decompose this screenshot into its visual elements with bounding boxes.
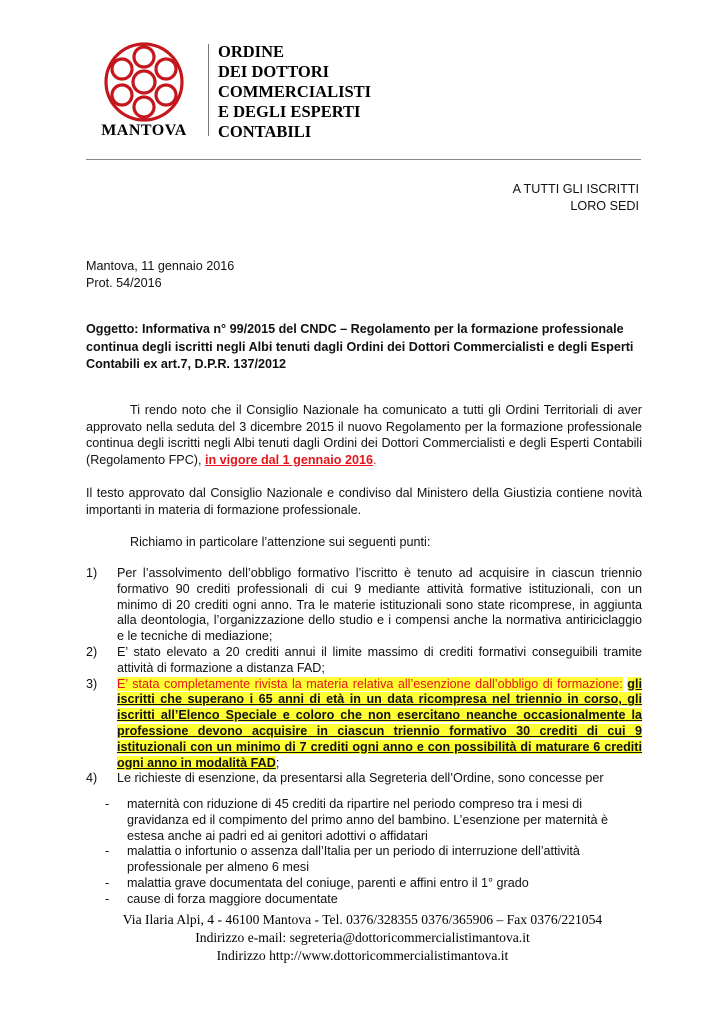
effective-date-highlight: in vigore dal 1 gennaio 2016	[204, 452, 373, 467]
list-item	[86, 771, 642, 787]
list-text: E’ stato elevato a 20 crediti annui il limite massimo di crediti formativi conseguibili tramite attività di formazione a distanza FAD;	[117, 644, 642, 675]
footer	[0, 911, 725, 965]
header-rule	[86, 159, 641, 160]
paragraph-attention: Richiamo in particolare l’attenzione sui seguenti punti:	[130, 535, 431, 549]
sublist-dash: -	[105, 797, 110, 811]
footer-email[interactable]: Indirizzo e-mail: segreteria@dottoricommercialistimantova.it	[195, 930, 530, 945]
org-name	[218, 42, 371, 142]
sublist-item	[105, 892, 642, 908]
list-number: 4)	[86, 771, 98, 786]
list-text: Per l’assolvimento dell’obbligo formativo l’iscritto è tenuto ad acquisire in ciascun triennio formativo 90 crediti professionali di cui 9 mediante attività formative istituzionali, con un minimo di 20 crediti ogni anno. Tra le materie istituzionali sono state ricomprese, in aggiunta alla deontologia, l’organizzazione dello studio e i compensi anche la normativa antiriciclaggio e le tecniche di mediazione;	[117, 566, 642, 644]
list-item	[86, 645, 642, 677]
org-line: E DEGLI ESPERTI	[218, 102, 361, 121]
list-item	[86, 566, 642, 645]
sublist-item	[105, 876, 642, 892]
list-text: Le richieste di esenzione, da presentarsi alla Segreteria dell’Ordine, sono concesse per	[117, 771, 604, 786]
exemption-intro: E’ stata completamente rivista la materia relativa all’esenzione dall’obbligo di formazione:	[117, 676, 623, 691]
logo	[94, 40, 194, 140]
paragraph-intro	[86, 402, 642, 468]
sublist-text: malattia grave documentata del coniuge, parenti e affini entro il 1° grado	[127, 875, 529, 890]
list-number: 1)	[86, 566, 98, 580]
exemption-highlight: gli iscritti che superano i 65 anni di età in un data ricompresa nel triennio in corso, gli iscritti all’Elenco Speciale e coloro che non esercitano neanche occasionalmente la professione devono acquisire in ciascun triennio formativo 30 crediti di cui 9 istituzionali con un minimo di 7 crediti ogni anno e con possibilità di maturare 6 crediti ogni anno in modalità FAD	[117, 676, 642, 770]
org-line: CONTABILI	[218, 122, 312, 141]
order-emblem-icon	[102, 40, 186, 124]
org-line: ORDINE	[218, 42, 285, 61]
recipients	[513, 181, 639, 215]
sublist-dash: -	[105, 844, 110, 859]
sublist-text: maternità con riduzione di 45 crediti da ripartire nel periodo compreso tra i mesi di gravidanza ed il compimento del primo anno del bambino. L’esenzione per maternità è estesa anche ai padri ed ai genitori adottivi o affidatari	[127, 797, 608, 843]
list-number: 2)	[86, 644, 98, 659]
protocol-number: Prot. 54/2016	[86, 276, 162, 290]
sublist-dash: -	[105, 875, 110, 890]
sublist-text: cause di forza maggiore documentate	[127, 891, 338, 906]
logo-city: MANTOVA	[101, 122, 187, 139]
header-divider	[208, 44, 209, 136]
paragraph-approval: Il testo approvato dal Consiglio Nazionale e condiviso dal Ministero della Giustizia contiene novità importanti in materia di formazione professionale.	[86, 486, 642, 517]
recipient-line: LORO SEDI	[570, 199, 639, 213]
sublist-dash: -	[105, 891, 110, 906]
letter-date: Mantova, 11 gennaio 2016	[86, 259, 235, 273]
sublist-item	[105, 797, 642, 844]
exemption-sublist	[105, 797, 642, 908]
paragraph-intro-text: Ti rendo noto che il Consiglio Nazionale ha comunicato a tutti gli Ordini Territoriali di aver approvato nella seduta del 3 dicembre 2015 il nuovo Regolamento per la formazione professionale continua degli iscritti negli Albi tenuti dagli Ordini dei Dottori Commercialisti e degli Esperti Contabili (Regolamento FPC),	[86, 403, 642, 467]
points-list	[86, 566, 642, 787]
footer-website[interactable]: Indirizzo http://www.dottoricommercialistimantova.it	[216, 948, 509, 963]
subject: Oggetto: Informativa n° 99/2015 del CNDC – Regolamento per la formazione professionale continua degli iscritti negli Albi tenuti dagli Ordini dei Dottori Commercialisti e degli Esperti Contabili ex art.7, D.P.R. 137/2012	[86, 322, 634, 371]
org-line: DEI DOTTORI	[218, 62, 330, 81]
date-block	[86, 258, 234, 292]
paragraph-intro-end: .	[372, 452, 377, 467]
list-item	[86, 677, 642, 772]
recipient-line: A TUTTI GLI ISCRITTI	[512, 182, 639, 196]
list-number: 3)	[86, 676, 98, 691]
sublist-item	[105, 844, 642, 876]
exemption-end: ;	[275, 755, 280, 770]
org-line: COMMERCIALISTI	[218, 82, 372, 101]
footer-address: Via Ilaria Alpi, 4 - 46100 Mantova - Tel. 0376/328355 0376/365906 – Fax 0376/221054	[122, 912, 603, 927]
list-text	[117, 677, 642, 772]
sublist-text: malattia o infortunio o assenza dall’Italia per un periodo di interruzione dell’attività professionale per almeno 6 mesi	[127, 844, 580, 875]
